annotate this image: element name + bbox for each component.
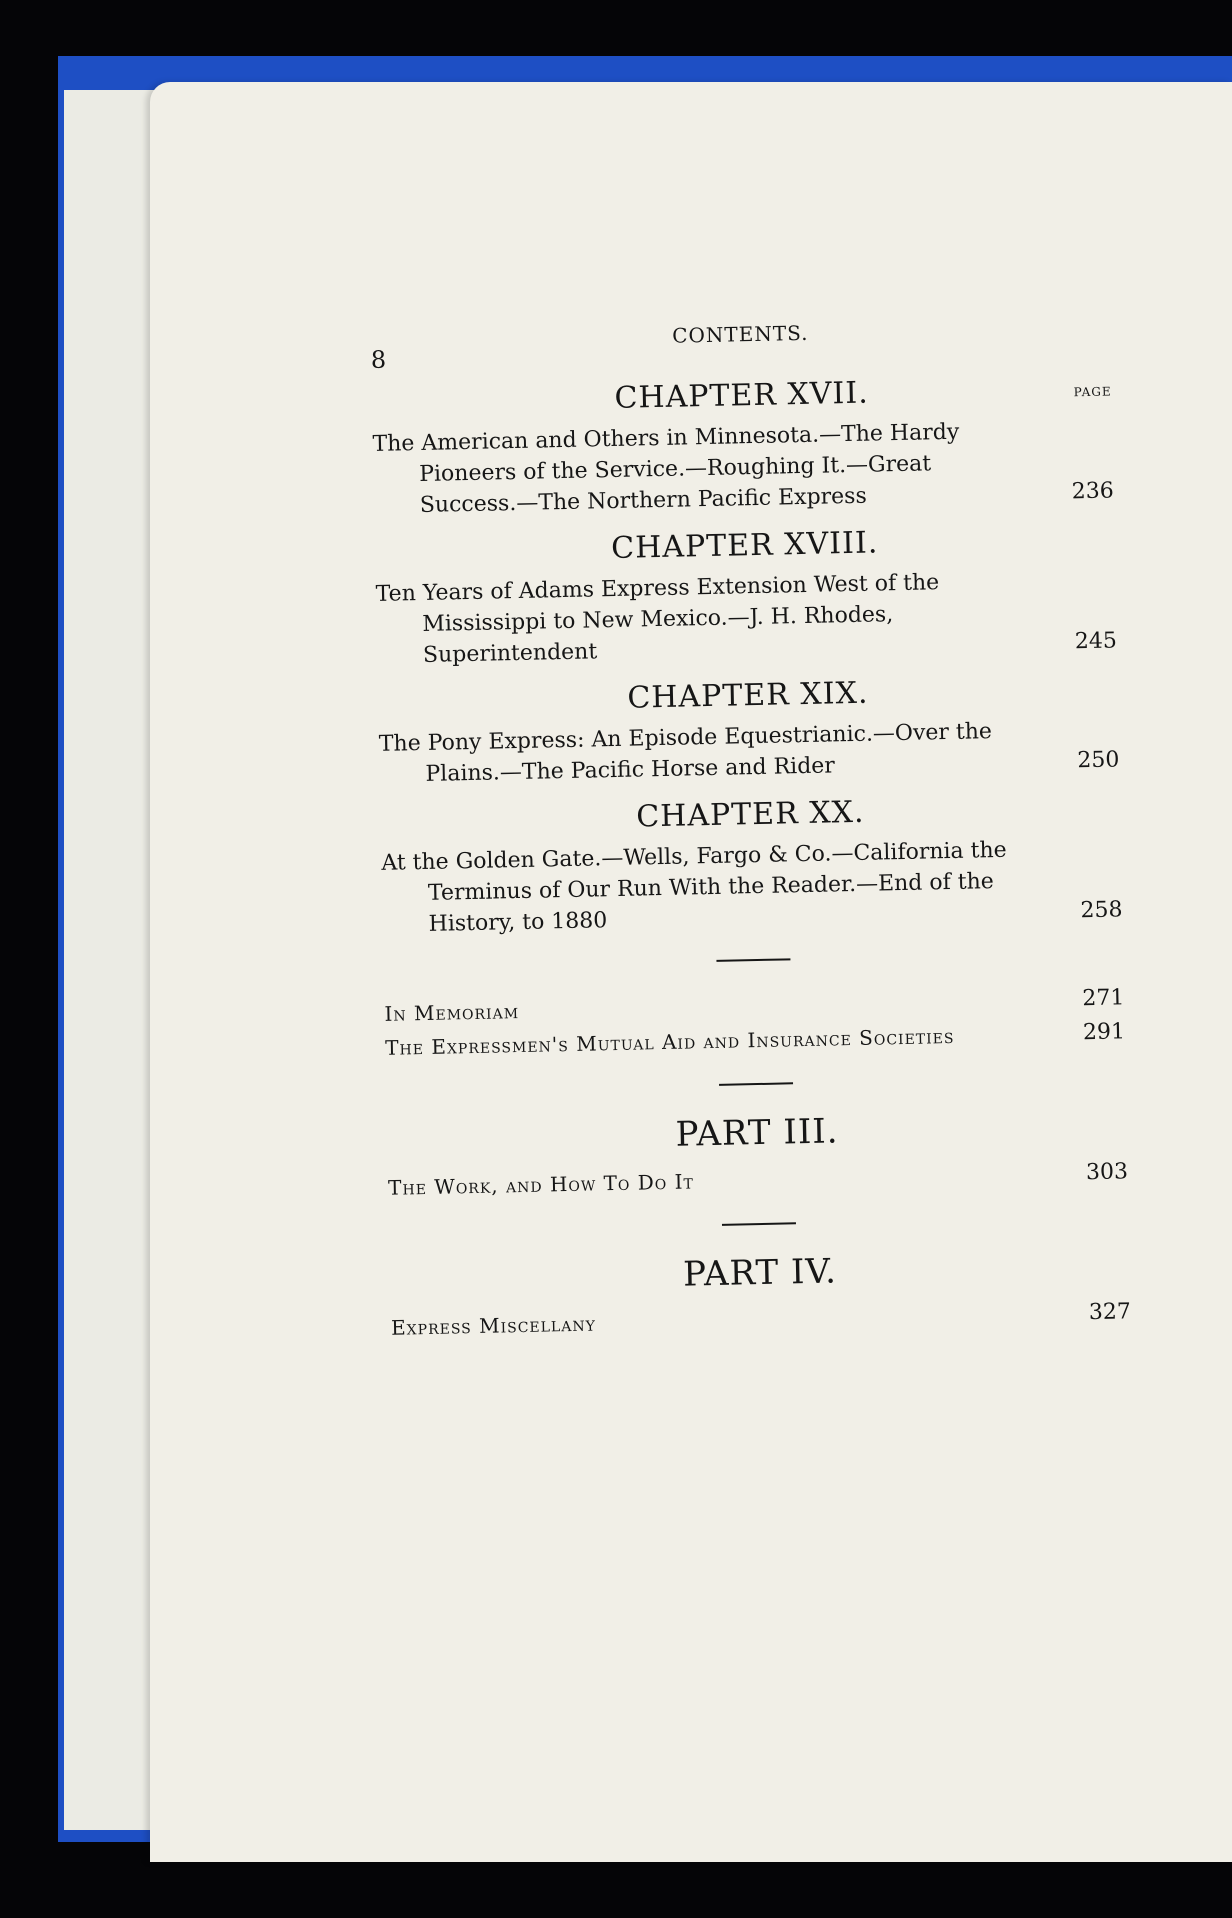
toc-entry-text: At the Golden Gate.—Wells, Fargo & Co.—California the Terminus of Our Run With the Reader.—End of the History, to 1880 (381, 837, 1007, 937)
toc-entry-text: In Memoriam (384, 999, 520, 1026)
toc-entry (372, 413, 1114, 521)
chapter-heading: CHAPTER XVII. (614, 375, 870, 416)
chapter-heading: CHAPTER XX. (635, 794, 865, 835)
toc-entry-text: The American and Others in Minnesota.—The Hardy Pioneers of the Service.—Roughing It.—Great Success.—The Northern Pacific Express (372, 419, 960, 518)
divider-rule (719, 1082, 793, 1086)
chapter-heading: CHAPTER XVIII. (610, 525, 879, 566)
page-number: 8 (370, 345, 387, 374)
toc-page-number: 303 (1085, 1159, 1129, 1186)
book-page (150, 82, 1232, 1862)
toc-entry-text: The Pony Express: An Episode Equestrianic.—Over the Plains.—The Pacific Horse and Rider (378, 719, 993, 787)
toc-entry (375, 563, 1117, 671)
toc-entry-work (388, 1155, 1129, 1204)
divider-rule (722, 1222, 796, 1226)
toc-page-number: 245 (1074, 628, 1118, 655)
toc-entry-text: Ten Years of Adams Express Extension West of the Mississippi to New Mexico.—J. H. Rhodes, Superintendent (375, 570, 940, 668)
toc-entry-text: The Expressmen's Mutual Aid and Insurance Societies (384, 1023, 955, 1060)
part-heading: PART IV. (682, 1251, 838, 1295)
toc-entry (379, 713, 1120, 790)
chapter-heading: CHAPTER XIX. (627, 675, 869, 716)
toc-page-number: 271 (1082, 985, 1125, 1012)
toc-entry-text: The Work, and How To Do It (387, 1169, 695, 1200)
divider-rule (716, 958, 790, 962)
toc-entry (381, 832, 1123, 940)
toc-page-number: 327 (1088, 1299, 1132, 1326)
running-head: CONTENTS. (671, 320, 809, 348)
page-column-label: PAGE (1073, 384, 1112, 400)
toc-page-number: 236 (1071, 478, 1114, 505)
toc-entry-miscellany (391, 1295, 1132, 1344)
page-header (370, 307, 1111, 372)
toc-page-number: 258 (1080, 897, 1123, 924)
contents-block (370, 307, 1131, 1345)
toc-entry-text: Express Miscellany (390, 1311, 597, 1340)
part-heading: PART III. (675, 1111, 839, 1155)
toc-page-number: 250 (1077, 747, 1120, 774)
toc-page-number: 291 (1082, 1019, 1126, 1046)
